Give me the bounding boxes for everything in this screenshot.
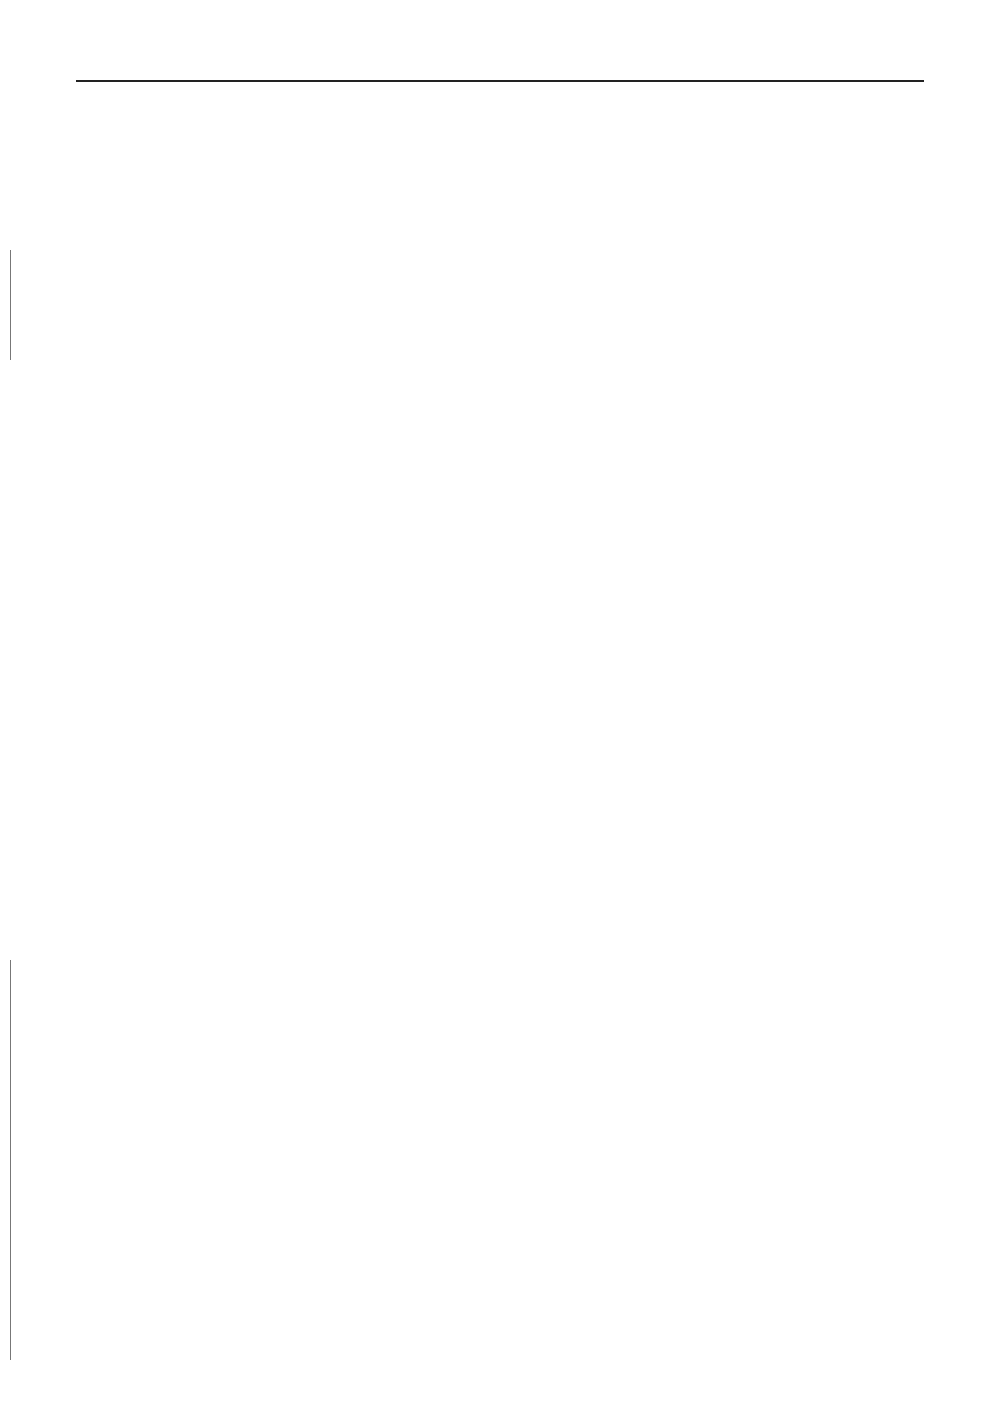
header-rule xyxy=(76,80,924,82)
left-column xyxy=(76,96,496,99)
right-column xyxy=(506,96,926,99)
scan-edge-line-lower xyxy=(10,960,11,1360)
scan-edge-line xyxy=(10,250,11,360)
